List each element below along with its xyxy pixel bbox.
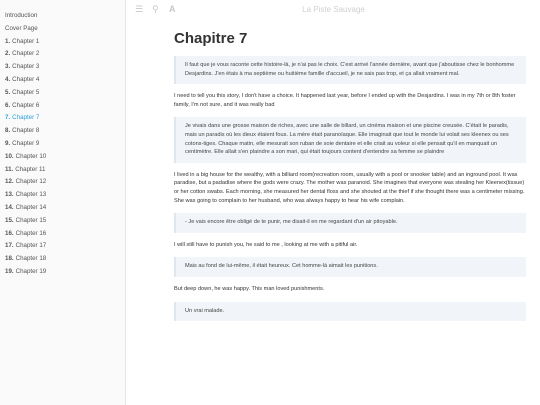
chapter-label: Chapter 9	[12, 139, 40, 147]
chapter-number: 18.	[5, 255, 14, 263]
book-title: La Piste Sauvage	[302, 5, 365, 14]
chapter-number: 1.	[5, 37, 11, 45]
chapter-number: 3.	[5, 63, 11, 71]
sidebar-item-chapter-5[interactable]	[0, 87, 125, 100]
sidebar-item-chapter-2[interactable]	[0, 48, 125, 61]
french-quote-block: Je vivais dans une grosse maison de riches, avec une salle de billard, un cinéma maison et une piscine creusée. C'était le paradis, mais un paradis où les dieux étaient fous. La mère était paranoïaque. Elle imaginait que tout le monde lui volait ses kleenex ou ses cotons-tiges. Chaque matin, elle mesurait son ruban de soie dentaire et elle criait au voleur si elle pensait qu'il en manquait un centimètre. Elle allait s'en plaindre a son mari, qui était toujours content d'entendre sa femme se plaindre	[174, 117, 526, 162]
sidebar-item-chapter-6[interactable]	[0, 100, 125, 113]
sidebar-item-chapter-4[interactable]	[0, 74, 125, 87]
sidebar-item-chapter-11[interactable]	[0, 164, 125, 177]
chapter-label: Chapter 6	[12, 101, 40, 109]
chapter-number: 7.	[5, 114, 11, 122]
sidebar-item-chapter-8[interactable]	[0, 125, 125, 138]
english-paragraph: I need to tell you this story, I don't have a choice. It happened last year, before I ended up with the Desjardins. I was in my 7th or 8th foster family, I'm not sure, and it was really bad	[174, 93, 516, 108]
sidebar-item-chapter-18[interactable]	[0, 253, 125, 266]
sidebar-item-chapter-10[interactable]	[0, 151, 125, 164]
french-quote-block: Mais au fond de lui-même, il était heureux. Cet homme-là aimait les punitions.	[174, 257, 526, 277]
chapter-number: 2.	[5, 50, 11, 58]
font-settings-icon[interactable]: A	[169, 4, 176, 14]
chapter-number: 12.	[5, 178, 14, 186]
chapter-number: 6.	[5, 101, 11, 109]
french-quote-block: - Je vais encore être obligé de te punir, me disait-il en me regardant d'un air pitoyable.	[174, 213, 526, 233]
chapter-number: 14.	[5, 203, 14, 211]
english-paragraph: I will still have to punish you, he said to me , looking at me with a pitiful air.	[174, 241, 358, 248]
sidebar-item-chapter-9[interactable]	[0, 138, 125, 151]
chapter-number: 19.	[5, 267, 14, 275]
chapter-label: Chapter 11	[15, 165, 46, 173]
chapter-label: Chapter 1	[12, 37, 40, 45]
chapter-list	[0, 36, 125, 279]
sidebar-item-chapter-3[interactable]	[0, 61, 125, 74]
chapter-number: 9.	[5, 139, 11, 147]
chapter-number: 15.	[5, 216, 14, 224]
sidebar-item-chapter-16[interactable]	[0, 228, 125, 241]
chapter-number: 13.	[5, 191, 14, 199]
chapter-label: Chapter 3	[12, 63, 40, 71]
menu-icon[interactable]: ☰	[135, 4, 144, 14]
sidebar-item-chapter-13[interactable]	[0, 189, 125, 202]
chapter-label: Chapter 18	[15, 255, 47, 263]
sidebar	[0, 0, 126, 405]
chapter-content	[174, 30, 526, 329]
chapter-label: Chapter 4	[12, 75, 40, 83]
sidebar-item-cover-page[interactable]: Cover Page	[5, 24, 38, 32]
search-icon[interactable]: ⚲	[152, 4, 159, 14]
sidebar-item-chapter-14[interactable]	[0, 202, 125, 215]
sidebar-item-chapter-12[interactable]	[0, 176, 125, 189]
chapter-label: Chapter 5	[12, 88, 40, 96]
chapter-label: Chapter 8	[12, 127, 40, 135]
chapter-label: Chapter 15	[15, 216, 47, 224]
chapter-number: 11.	[5, 165, 14, 173]
chapter-label: Chapter 19	[15, 267, 47, 275]
top-toolbar	[127, 0, 540, 22]
sidebar-item-introduction[interactable]: Introduction	[5, 12, 38, 19]
sidebar-item-chapter-15[interactable]	[0, 215, 125, 228]
chapter-label: Chapter 10	[15, 152, 47, 160]
chapter-label: Chapter 17	[15, 242, 47, 250]
french-quote-block: Un vrai malade.	[174, 302, 526, 322]
chapter-heading: Chapitre 7	[174, 30, 248, 47]
chapter-number: 5.	[5, 88, 11, 96]
chapter-label: Chapter 7	[12, 114, 40, 122]
sidebar-item-chapter-7[interactable]	[0, 112, 125, 125]
chapter-body	[174, 56, 526, 321]
chapter-number: 10.	[5, 152, 14, 160]
english-paragraph: I lived in a big house for the wealthy, with a billiard room(recreation room, usually with a pool or snooker table) and an inground pool. It was paradise, but a padadise where the gods were crazy. The mother was paranoid. She imagines that everyone was stealing her Kleenex(tissue) or her cotton swabs. Each morning, she measured her dental floss and she shouted at the thief if she thought there was a centimeter missing. She was going to complain to her husband, who was always happy to hear his wife complain.	[174, 171, 525, 204]
chapter-label: Chapter 12	[15, 178, 47, 186]
chapter-number: 17.	[5, 242, 14, 250]
sidebar-item-chapter-1[interactable]	[0, 36, 125, 49]
chapter-label: Chapter 14	[15, 203, 47, 211]
chapter-number: 4.	[5, 75, 11, 83]
sidebar-item-chapter-17[interactable]	[0, 240, 125, 253]
chapter-label: Chapter 13	[15, 191, 47, 199]
sidebar-item-chapter-19[interactable]	[0, 266, 125, 279]
french-quote-block: Il faut que je vous raconte cette histoire-là, je n'ai pas le choix. C'est arrivé l'année dernière, avant que j'aboutisse chez le bonhomme Desjardins. J'en étais à ma septième ou huitième famille d'accueil, je ne sais pas trop, et ça allait vraiment mal.	[174, 56, 526, 84]
english-paragraph: But deep down, he was happy. This man loved punishments.	[174, 285, 325, 292]
chapter-number: 8.	[5, 127, 11, 135]
chapter-label: Chapter 16	[15, 229, 47, 237]
chapter-number: 16.	[5, 229, 14, 237]
chapter-label: Chapter 2	[12, 50, 40, 58]
